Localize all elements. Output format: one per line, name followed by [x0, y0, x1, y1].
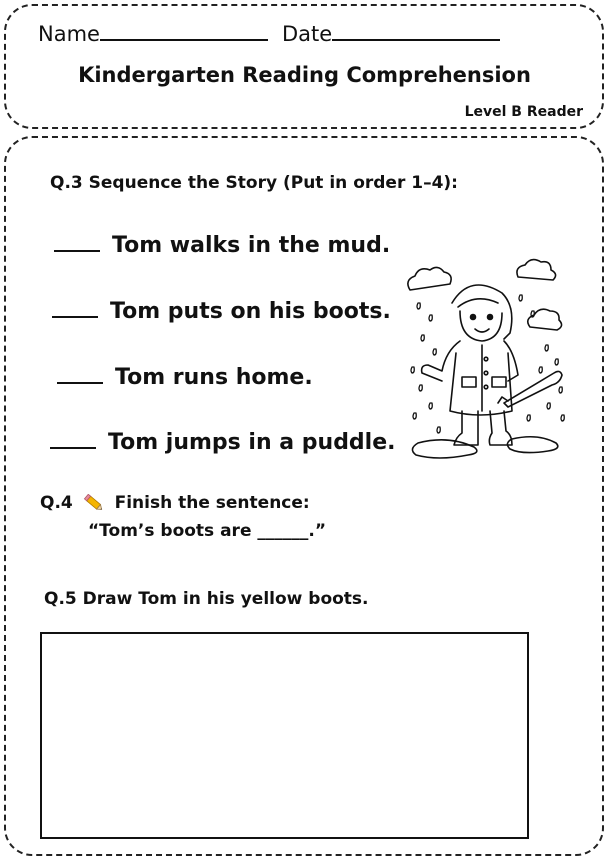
sequence-item — [50, 430, 396, 455]
q3-prompt: Q.3 Sequence the Story (Put in order 1–4): — [50, 173, 458, 193]
drawing-box[interactable] — [40, 632, 529, 839]
date-label: Date — [281, 22, 333, 46]
name-field[interactable] — [100, 23, 268, 41]
level-label: Level B Reader — [464, 104, 583, 120]
sequence-text: Tom jumps in a puddle. — [108, 430, 396, 455]
sequence-blank[interactable] — [54, 236, 100, 252]
q5-prompt: Q.5 Draw Tom in his yellow boots. — [44, 589, 369, 609]
sequence-text: Tom puts on his boots. — [110, 299, 391, 324]
name-date-row — [38, 22, 514, 46]
sequence-text: Tom runs home. — [115, 365, 313, 390]
boy-in-raincoat-rain-illustration — [400, 255, 570, 465]
worksheet-title: Kindergarten Reading Comprehension — [78, 63, 531, 87]
sequence-blank[interactable] — [52, 302, 98, 318]
q4-sentence: “Tom’s boots are ______.” — [88, 521, 327, 541]
sequence-blank[interactable] — [50, 433, 96, 449]
name-label: Name — [38, 22, 100, 46]
pencil-icon — [83, 494, 105, 512]
sequence-item — [57, 365, 313, 390]
date-field[interactable] — [332, 23, 500, 41]
sequence-item — [54, 233, 390, 258]
sequence-text: Tom walks in the mud. — [112, 233, 391, 258]
sequence-blank[interactable] — [57, 368, 103, 384]
q4-text: Finish the sentence: — [114, 493, 310, 513]
sequence-item — [52, 299, 391, 324]
q4-prompt — [40, 493, 310, 513]
q4-number: Q.4 — [40, 493, 73, 513]
